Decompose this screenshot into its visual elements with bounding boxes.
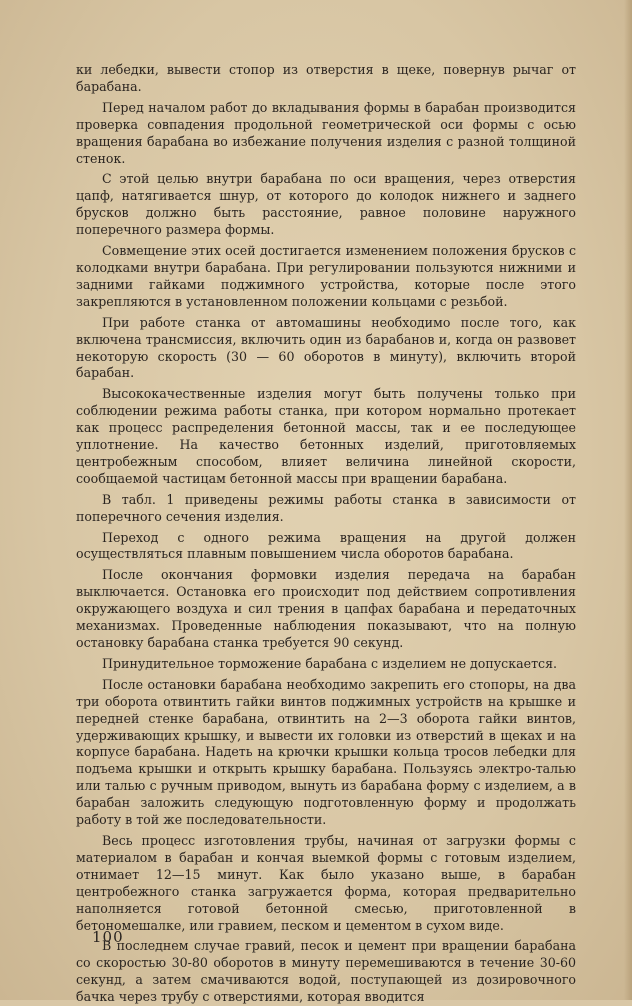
paragraph-2: Перед началом работ до вкладывания формы в барабан производится проверка совпадения продольной геометрической оси формы с осью вращения барабана во избежание получения изделия с разной толщиной стенок. <box>76 99 576 166</box>
paragraph-12: Весь процесс изготовления трубы, начиная от загрузки формы с материалом в барабан и кончая выемкой формы с готовым изделием, отнимает 12—15 минут. Как было указано выше, в барабан центробежного станка загружается форма, которая предварительно наполняется готовой бетонной смесью, приготовленной в бетономешалке, или гравием, песком и цементом в сухом виде. <box>76 832 576 933</box>
paragraph-9: После окончания формовки изделия передача на барабан выключается. Остановка его происходит под действием сопротивления окружающего воздуха и сил трения в цапфах барабана и передаточных механизмах. Проведенные наблюдения показывают, что на полную остановку барабана станка требуется 90 секунд. <box>76 567 576 650</box>
paragraph-4: Совмещение этих осей достигается изменением положения брусков с колодками внутри барабана. При регулировании пользуются нижними и задними гайками поджимного устройства, которые после этого закрепляются в установленном положении кольцами с резьбой. <box>76 243 576 309</box>
paragraph-13: В последнем случае гравий, песок и цемент при вращении барабана со скоростью 30-80 оборотов в минуту перемешиваются в течение 30-60 секунд, а затем смачиваются водой, поступающей из дозировочного бачка через трубу с отверстиями, которая вводится <box>76 938 576 1005</box>
paragraph-11: После остановки барабана необходимо закрепить его стопоры, на два три оборота отвинтить гайки винтов поджимных устройств на крышке и передней стенке барабана, отвинтить на 2—3 оборота гайки винтов, удерживающих крышку, и вывести их головки из отверстий в щеках и на корпусе барабана. Надеть на крючки крышки кольца тросов лебедки для подъема крышки и открыть крышку барабана. Пользуясь электро-талью или талью с ручным приводом, вынуть из барабана форму с изделием, а в барабан заложить следующую подготовленную форму и продолжать работу в той же последовательности. <box>76 676 576 828</box>
paragraph-6: Высококачественные изделия могут быть получены только при соблюдении режима работы станка, при котором нормально протекает как процесс распределения бетонной массы, так и ее последующее уплотнение. На качество бетонных изделий, приготовляемых центробежным способом, влияет величина линейной скорости, сообщаемой частицам бетонной массы при вращении барабана. <box>76 386 576 486</box>
paragraph-5: При работе станка от автомашины необходимо после того, как включена трансмиссия, включить один из барабанов и, когда он развовет некоторую скорость (30 — 60 оборотов в минуту), включить второй барабан. <box>76 314 576 381</box>
paragraph-10: Принудительное торможение барабана с изделием не допускается. <box>102 655 558 671</box>
page-edge-shadow <box>624 0 632 1000</box>
body-text <box>76 62 576 1006</box>
page-number: 100 <box>92 928 124 946</box>
paragraph-1: ки лебедки, вывести стопор из отверстия в щеке, повернув рычаг от барабана. <box>76 62 576 94</box>
paragraph-3: С этой целью внутри барабана по оси вращения, через отверстия цапф, натягивается шнур, от которого до колодок нижнего и заднего брусков должно быть расстояние, равное половине наружного поперечного размера формы. <box>76 171 576 238</box>
paragraph-7: В табл. 1 приведены режимы работы станка в зависимости от поперечного сечения изделия. <box>76 491 576 524</box>
paragraph-8: Переход с одного режима вращения на другой должен осуществляться плавным повышением числа оборотов барабана. <box>76 529 576 562</box>
